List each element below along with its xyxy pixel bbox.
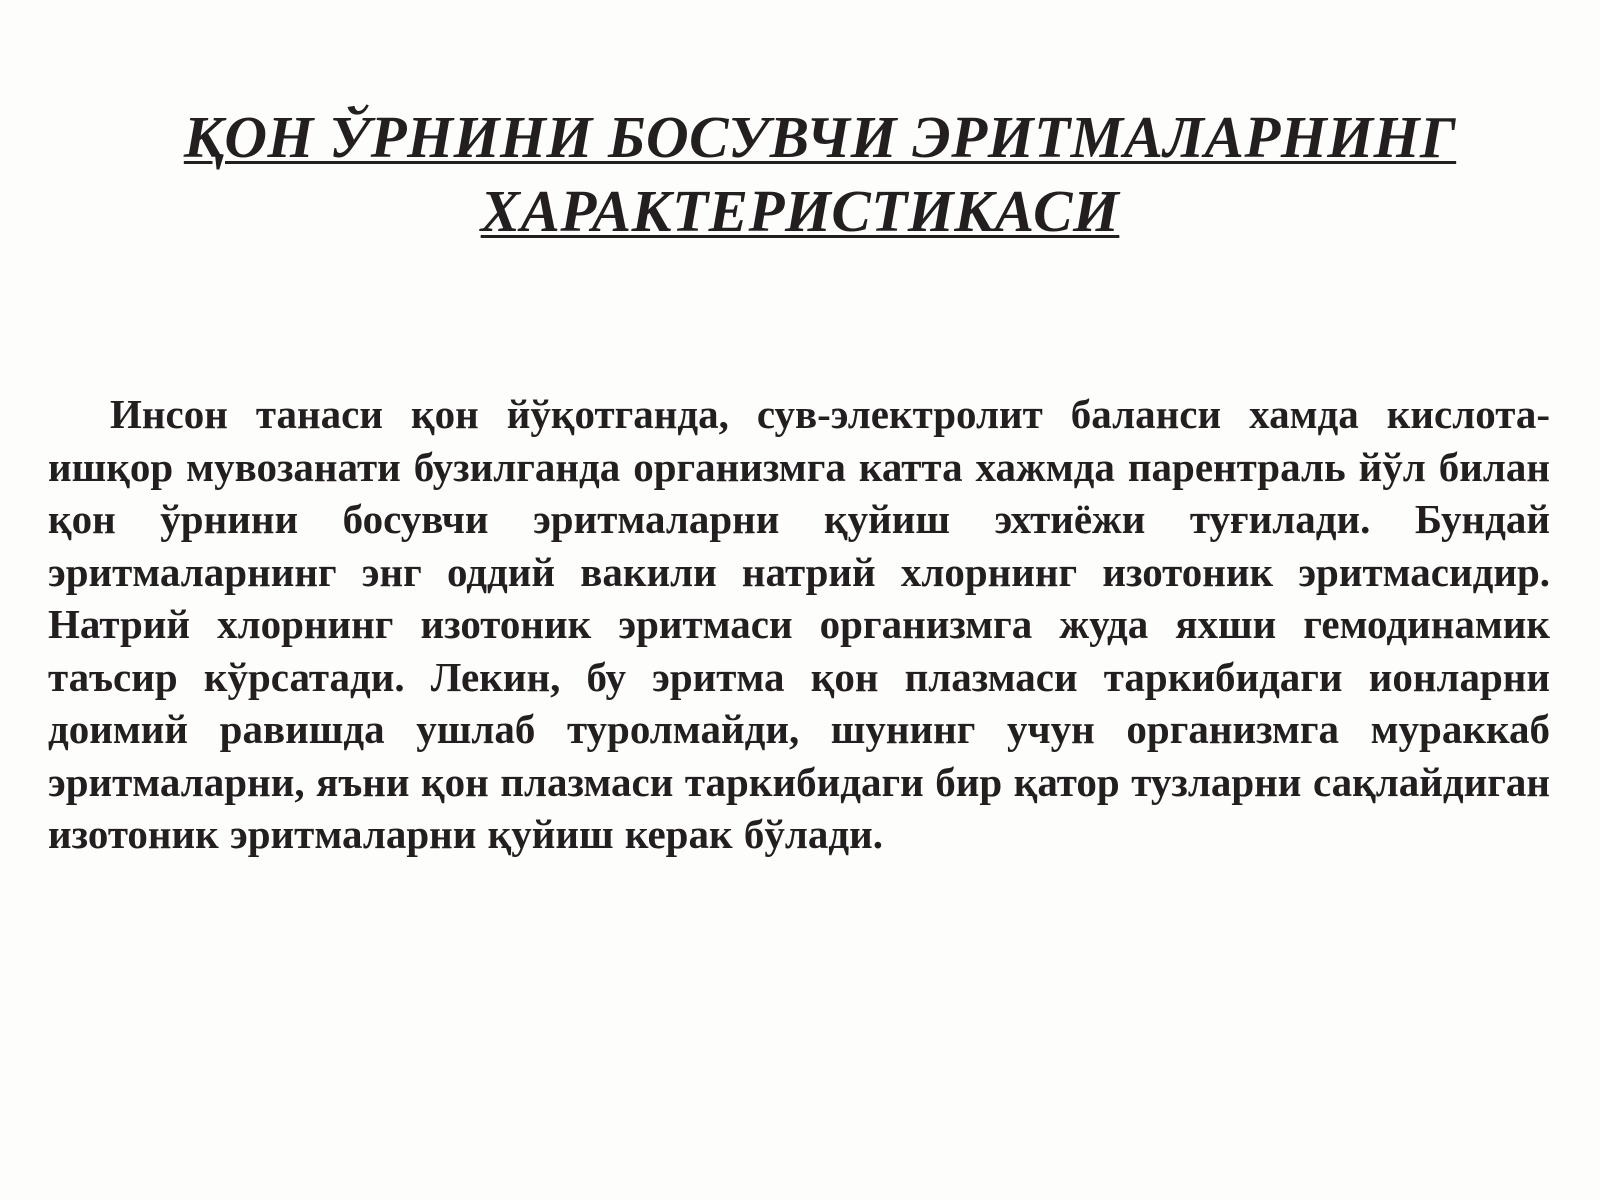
title-line-1: ҚОН ЎРНИНИ БОСУВЧИ ЭРИТМАЛАРНИНГ xyxy=(183,104,1457,170)
title-line-2: ХАРАКТЕРИСТИКАСИ xyxy=(480,178,1120,244)
slide-title xyxy=(100,100,1500,248)
body-paragraph: Инсон танаси қон йўқотганда, сув-электролит баланси хамда кислота-ишқор мувозанати бузилганда организмга катта хажмда парентраль йўл билан қон ўрнини босувчи эритмаларни қуйиш эхтиёжи туғилади. Бундай эритмаларнинг энг оддий вакили натрий хлорнинг изотоник эритмасидир. Натрий хлорнинг изотоник эритмаси организмга жуда яхши гемодинамик таъсир кўрсатади. Лекин, бу эритма қон плазмаси таркибидаги ионларни доимий равишда ушлаб туролмайди, шунинг учун организмга мураккаб эритмаларни, яъни қон плазмаси таркибидаги бир қатор тузларни сақлайдиган изотоник эритмаларни қуйиш керак бўлади. xyxy=(48,391,1550,857)
